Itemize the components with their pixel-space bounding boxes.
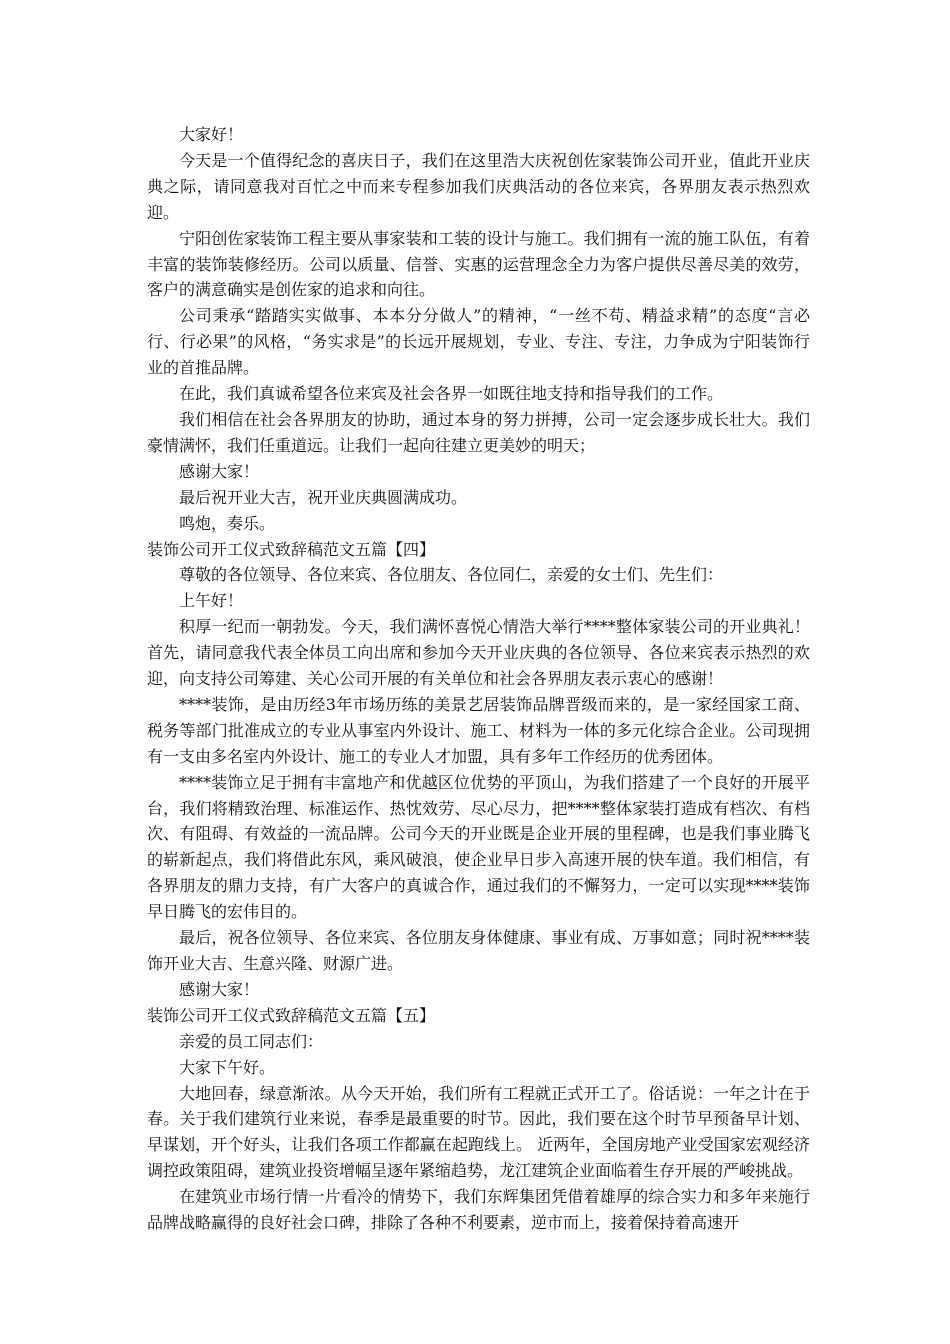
paragraph: ****装饰立足于拥有丰富地产和优越区位优势的平顶山，为我们搭建了一个良好的开展平台，我们将精致治理、标准运作、热忱效劳、尽心尽力，把****整体家装打造成有档次、有档次、有阻碍、有效益的一流品牌。公司今天的开业既是企业开展的里程碑，也是我们事业腾飞的崭新起点，我们将借此东风，乘风破浪，使企业早日步入高速开展的快车道。我们相信，有各界朋友的鼎力支持，有广大客户的真诚合作，通过我们的不懈努力，一定可以实现****装饰早日腾飞的宏伟目的。 <box>147 772 810 922</box>
paragraph: 在此，我们真诚希望各位来宾及社会各界一如既往地支持和指导我们的工作。 <box>179 384 724 404</box>
paragraph: 我们相信在社会各界朋友的协助，通过本身的努力拼搏，公司一定会逐步成长壮大。我们豪情满怀，我们任重道远。让我们一起向往建立更美妙的明天； <box>147 409 810 455</box>
paragraph: ****装饰，是由历经3年市场历练的美景艺居装饰品牌晋级而来的，是一家经国家工商、税务等部门批准成立的专业从事室内外设计、施工、材料为一体的多元化综合企业。公司现拥有一支由多名室内外设计、施工的专业人才加盟，具有多年工作经历的优秀团体。 <box>147 694 810 766</box>
paragraph: 大家好！ <box>179 125 244 144</box>
section-heading: 装饰公司开工仪式致辞稿范文五篇【四】 <box>147 539 436 559</box>
paragraph: 大地回春，绿意渐浓。从今天开始，我们所有工程就正式开工了。俗话说：一年之计在于春。关于我们建筑行业来说，春季是最重要的时节。因此，我们要在这个时节早预备早计划、早谋划，开个好头，让我们各项工作都赢在起跑线上。 近两年，全国房地产业受国家宏观经济调控政策阻碍，建筑业投资增幅呈逐年紧缩趋势，龙江建筑企业面临着生存开展的严峻挑战。 <box>147 1083 810 1181</box>
paragraph: 鸣炮，奏乐。 <box>179 513 276 533</box>
paragraph: 在建筑业市场行情一片看冷的情势下，我们东辉集团凭借着雄厚的综合实力和多年来施行品牌战略赢得的良好社会口碑，排除了各种不利要素，逆市而上，接着保持着高速开 <box>147 1187 810 1233</box>
paragraph: 感谢大家！ <box>179 979 260 999</box>
paragraph: 尊敬的各位领导、各位来宾、各位朋友、各位同仁，亲爱的女士们、先生们： <box>179 565 724 585</box>
document-body <box>147 122 810 1236</box>
paragraph: 上午好！ <box>179 591 244 611</box>
paragraph: 今天是一个值得纪念的喜庆日子，我们在这里浩大庆祝创佐家装饰公司开业，值此开业庆典之际，请同意我对百忙之中而来专程参加我们庆典活动的各位来宾，各界朋友表示热烈欢迎。 <box>147 150 810 222</box>
paragraph: 感谢大家！ <box>179 461 260 481</box>
paragraph: 大家下午好。 <box>179 1057 276 1077</box>
paragraph: 积厚一纪而一朝勃发。今天，我们满怀喜悦心情浩大举行****整体家装公司的开业典礼！首先，请同意我代表全体员工向出席和参加今天开业庆典的各位领导、各位来宾表示热烈的欢迎，向支持公司筹建、关心公司开展的有关单位和社会各界朋友表示衷心的感谢！ <box>147 617 810 689</box>
section-heading: 装饰公司开工仪式致辞稿范文五篇【五】 <box>147 1005 436 1025</box>
paragraph: 公司秉承“踏踏实实做事、本本分分做人”的精神，“一丝不苟、精益求精”的态度“言必行、行必果”的风格，“务实求是”的长远开展规划，专业、专注、专注，力争成为宁阳装饰行业的首推品牌。 <box>147 306 810 378</box>
paragraph: 亲爱的员工同志们： <box>179 1031 324 1051</box>
paragraph: 最后，祝各位领导、各位来宾、各位朋友身体健康、事业有成、万事如意；同时祝****装饰开业大吉、生意兴隆、财源广进。 <box>147 928 810 973</box>
paragraph: 宁阳创佐家装饰工程主要从事家装和工装的设计与施工。我们拥有一流的施工队伍，有着丰富的装饰装修经历。公司以质量、信誉、实惠的运营理念全力为客户提供尽善尽美的效劳，客户的满意确实是创佐家的追求和向往。 <box>147 228 810 300</box>
paragraph: 最后祝开业大吉，祝开业庆典圆满成功。 <box>179 487 468 507</box>
